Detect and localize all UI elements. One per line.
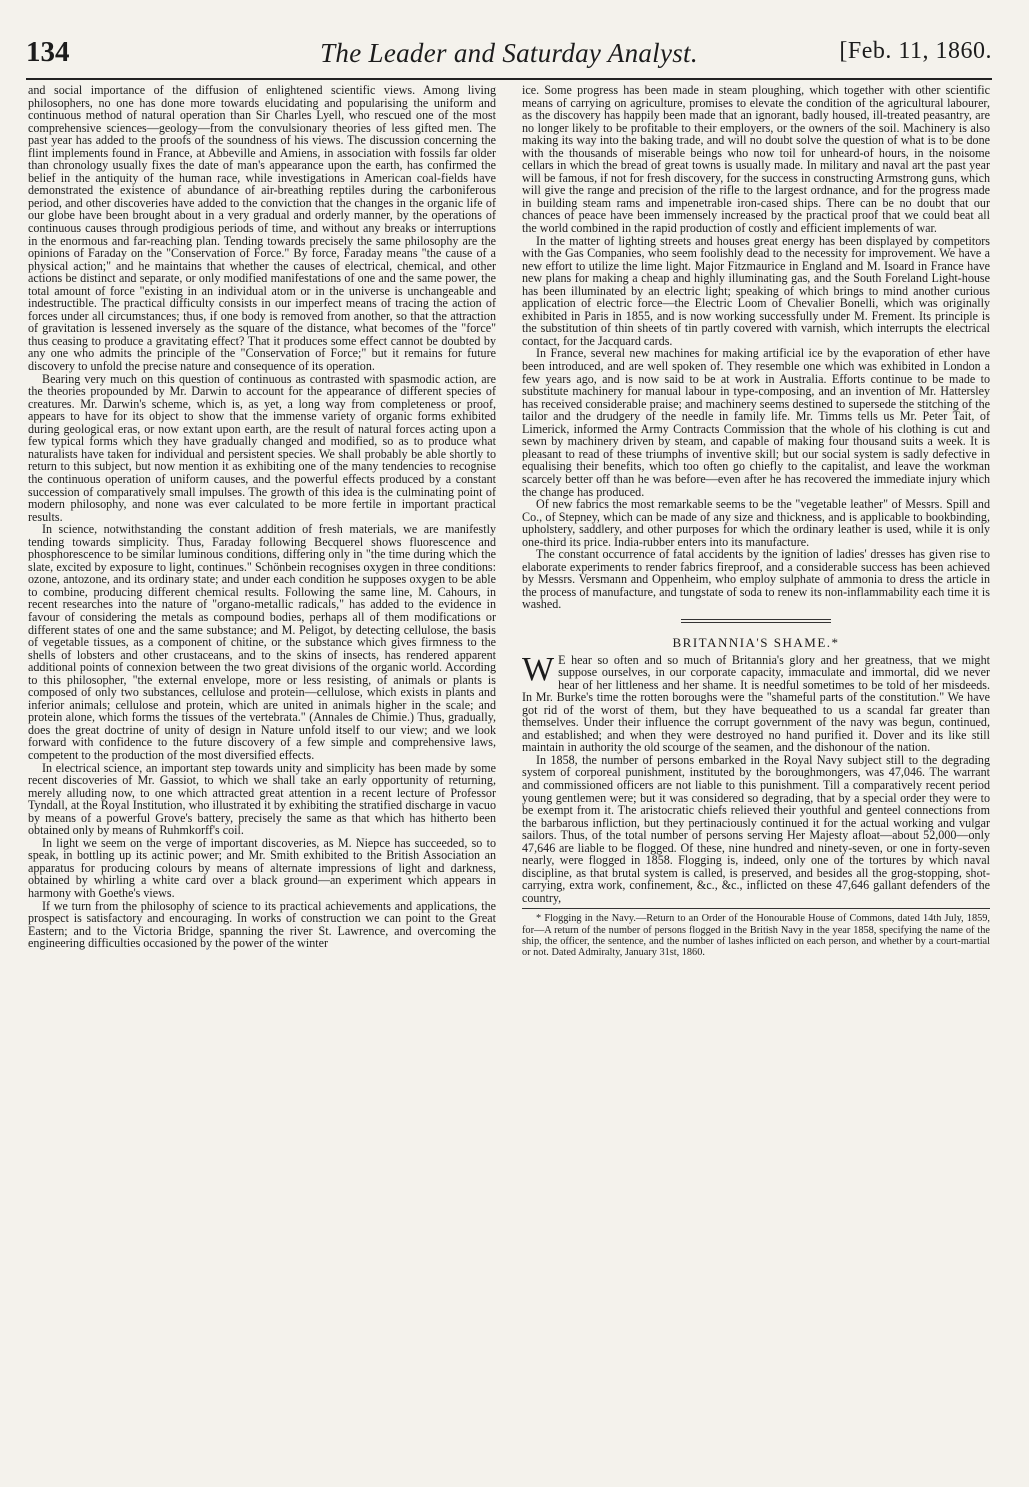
drop-cap: W (522, 650, 555, 688)
header-rule (26, 78, 992, 80)
publication-title: The Leader and Saturday Analyst. (320, 38, 698, 68)
footnote (522, 913, 990, 958)
section-divider (681, 619, 831, 623)
left-column (28, 84, 496, 950)
article-paragraph: The constant occurrence of fatal accidents by the ignition of ladies' dresses has given rise to elaborate experiments to render fabrics fireproof, and a considerable success has been achieved by Messrs. Versmann and Oppenheim, who employ sulphate of ammonia to dress the article in the process of manufacture, and tungstate of soda to renew its non-inflammability each time it is washed. (522, 547, 990, 612)
page-header (26, 28, 992, 76)
article-paragraph: Of new fabrics the most remarkable seems to be the "vegetable leather" of Messrs. Spill and Co., of Stepney, which can be made of any size and thickness, and is applicable to bookbinding, upholstery, saddlery, and other purposes for which the ordinary leather is used, while it is only one-third its price. India-rubber enters into its manufacture. (522, 497, 990, 549)
article-paragraph: In electrical science, an important step towards unity and simplicity has been made by some recent discoveries of Mr. Gassiot, to which we shall take an early opportunity of returning, merely alluding now, to one which attracted great attention in a recent lecture of Professor Tyndall, at the Royal Institution, who illustrated it by exhibiting the stratified discharge in vacuo by means of a powerful Grove's battery, precisely the same as that which has hitherto been obtained only by means of Ruhmkorff's coil. (28, 760, 496, 838)
article-paragraph: Bearing very much on this question of continuous as contrasted with spasmodic action, are the theories propounded by Mr. Darwin to account for the appearance of different species of creatures. Mr. Darwin's scheme, which is, as yet, a long way from completeness or proof, appears to have for its object to show that the immense variety of organic forms exhibited during geological eras, or now extant upon earth, are the result of natural forces acting upon a few typical forms which they have gradually changed and modified, so as to produce what naturalists have taken for individual and persistent species. We shall probably be able shortly to return to this subject, but now mention it as exhibiting one of the many tendencies to recognise the continuous operation of uniform causes, and the powerful effects produced by a constant succession of comparatively small impulses. The growth of this idea is the culminating point of modern philosophy, and none was ever calculated to be more fertile in important practical results. (28, 371, 496, 524)
article-paragraph: If we turn from the philosophy of science to its practical achievements and applications, the prospect is satisfactory and encouraging. In works of construction we can point to the Great Eastern; and to the Victoria Bridge, spanning the river St. Lawrence, and overcoming the engineering difficulties occasioned by the power of the winter (28, 898, 496, 951)
issue-date: [Feb. 11, 1860. (839, 38, 992, 64)
article-paragraph: In light we seem on the verge of important discoveries, as M. Niepce has succeeded, so to speak, in bottling up its actinic power; and Mr. Smith exhibited to the British Association an apparatus for producing colours by means of alternate impressions of light and darkness, obtained by whirling a white card over a black ground—an experiment which appears in harmony with Goethe's views. (28, 835, 496, 900)
article-paragraph: ice. Some progress has been made in steam ploughing, which together with other scientific means of carrying on agriculture, promises to elevate the condition of the agricultural labourer, as the discovery has happily been made that an ignorant, badly housed, ill-treated peasantry, are no longer likely to be profitable to their employers, or the owners of the soil. Machinery is also making its way into the baking trade, and will no doubt solve the question of what is to be done with the thousands of miserable beings who now toil for unheard-of hours, in the noisome cellars in which the bread of great towns is usually made. In military and naval art the past year will be famous, if not for fresh discovery, for the success in constructing Armstrong guns, which will give the range and precision of the rifle to the largest ordnance, and for the progress made in building steam rams and impenetrable iron-cased ships. There can be no doubt that our chances of peace have been immensely increased by the practical proof that we could beat all the world combined in the rapid production of costly and efficient implements of war. (522, 83, 990, 236)
page-number: 134 (26, 36, 70, 68)
section-title: BRITANNIA'S SHAME.* (672, 634, 840, 650)
article-paragraph: In 1858, the number of persons embarked in the Royal Navy subject still to the degrading system of corporeal punishment, instituted by the boroughmongers, was 47,046. The warrant and commissioned officers are not liable to this punishment. Till a comparatively recent period young gentlemen were; but it was considered so degrading, that by a special order they were to be exempt from it. The aristocratic chiefs relieved their youthful and genteel connections from the barbarous infliction, but they pertinaciously continued it for the actual working and vulgar sailors. Thus, of the total number of persons serving Her Majesty afloat—about 52,000—only 47,646 are liable to be flogged. Of these, nine hundred and ninety-seven, or one in forty-seven nearly, were flogged in 1858. Flogging is, indeed, only one of the tortures by which naval discipline, as that brutal system is called, is preserved, and besides all the grog-stopping, shot-carrying, extra work, confinement, &c., &c., inflicted on these 47,646 gallant defenders of the country, (522, 752, 990, 905)
footnote-rule (522, 908, 990, 909)
section-paragraph-text: E hear so often and so much of Britannia's glory and her greatness, that we might suppose ourselves, in our corporate capacity, immaculate and immortal, did we never hear of her littleness and her shame. It is needful sometimes to be told of her misdeeds. In Mr. Burke's time the rotten boroughs were the "shameful parts of the constitution." We have got rid of the worst of them, but they have bequeathed to us a scandal far greater than themselves. Under their influence the corrupt government of the navy was begun, continued, and established; and when they were destroyed no hand purified it. Dover and its like still maintain in authority the old scourge of the seamen, and the dishonour of the nation. (522, 652, 990, 755)
article-paragraph: and social importance of the diffusion of enlightened scientific views. Among living philosophers, no one has done more towards elucidating and popularising the uniform and continuous method of natural operation than Sir Charles Lyell, who rescued one of the most comprehensive sciences—geology—from the convulsionary theories of less gifted men. The past year has added to the proofs of the soundness of his views. The discussion concerning the flint implements found in France, at Abbeville and Amiens, in association with fossils far older than chronology usually fixes the date of man's appearance upon the earth, has confirmed the belief in the antiquity of the human race, while investigations in American coal-fields have demonstrated the existence of abundance of air-breathing reptiles during the carboniferous period, and other discoveries have added to the conviction that the changes in the organic life of our globe have been brought about in a very gradual and orderly manner, by the operations of continuous causes through prodigious periods of time, and without any breaks or interruptions in the enormous and far-reaching plan. Tending towards precisely the same philosophy are the opinions of Faraday on the "Conservation of Force." By force, Faraday means "the cause of a physical action;" and he maintains that whether the causes of electrical, chemical, and other actions be distinct and separate, or only modified manifestations of one and the same power, the total amount of force "existing in an individual atom or in the universe is unchangeable and indestructible. The practical difficulty consists in our imperfect means of tracing the action of forces under all circumstances; thus, if one body is removed from another, so that the attraction of gravitation is lessened inversely as the square of the distance, what becomes of the "force" thus ceasing to produce a gravitating effect? That it produces some effect cannot be doubted by any one who admits the principle of the "Conservation of Force;" but it remains for future discovery to unfold the precise nature and consequence of its operation. (28, 83, 496, 374)
article-paragraph: In France, several new machines for making artificial ice by the evaporation of ether have been introduced, and are well spoken of. They resemble one which was exhibited in London a few years ago, and is now said to be at work in Australia. Efforts continue to be made to substitute machinery for manual labour in type-composing, and an invention of Mr. Hattersley has received considerable praise; and machinery seems destined to supersede the stitching of the tailor and the drudgery of the needle in family life. Mr. Timms tells us Mr. Peter Tait, of Limerick, informed the Army Contracts Commission that the whole of his clothing is cut and sewn by machinery driven by steam, and capable of making four thousand suits a week. It is pleasant to read of these triumphs of inventive skill; but our social system is sadly defective in equalising their benefits, which too often go chiefly to the capitalist, and leave the workman scarcely better off than he was before—even after he has recovered the immediate injury which the change has produced. (522, 346, 990, 499)
footnote-text: * Flogging in the Navy.—Return to an Order of the Honourable House of Commons, dated 14th July, 1859, for—A return of the number of persons flogged in the British Navy in the year 1858, specifying the name of the ship, the officer, the sentence, and the number of lashes inflicted on each person, and whether by a court-martial or not. Dated Admiralty, January 31st, 1860. (522, 913, 990, 959)
article-paragraph: In the matter of lighting streets and houses great energy has been displayed by competitors with the Gas Companies, who seem foolishly dead to the necessity for improvement. We have a new effort to utilize the lime light. Major Fitzmaurice in England and M. Isoard in France have new plans for making a cheap and highly illuminating gas, and the South Foreland Light-house has been illuminated by an electric light; speaking of which brings to mind another curious application of electric force—the Electric Loom of Chevalier Bonelli, which was originally exhibited in Paris in 1855, and is now working successfully under M. Frement. Its principle is the substitution of thin sheets of tin partly covered with varnish, which interrupts the electrical contact, for the Jacquard cards. (522, 233, 990, 348)
right-column (522, 84, 990, 958)
article-paragraph (522, 650, 990, 755)
article-paragraph: In science, notwithstanding the constant addition of fresh materials, we are manifestly tending towards simplicity. Thus, Faraday following Becquerel shows fluorescence and phosphorescence to be similar luminous conditions, differing only in "the time during which the slate, excited by exposure to light, continues." Schönbein recognises oxygen in three conditions: ozone, antozone, and its ordinary state; and under each condition he supposes oxygen to be able to combine, producing different chemical results. Following the same line, M. Cahours, in recent researches into the nature of "organo-metallic radicals," has added to the evidence in favour of considering the metals as compound bodies, perhaps all of them modifications or different states of one and the same substance; and M. Peligot, by detecting cellulose, the basis of vegetable tissues, as a component of chitine, or the substance which gives firmness to the shells of lobsters and other crustaceans, and to the skins of insects, has rendered apparent additional points of connexion between the two great divisions of the organic world. According to this philosopher, "the external envelope, more or less resisting, of animals or plants is composed of only two substances, cellulose and protein—cellulose, which exists in plants and inferior animals; cellulose and protein, which are united in animals higher in the scale; and protein alone, which forms the tissues of the vertebrata." (Annales de Chimie.) Thus, gradually, does the great doctrine of unity of design in Nature unfold itself to our view; and we look forward with confidence to the future discovery of a few simple and comprehensive laws, competent to the production of the most diversified effects. (28, 522, 496, 762)
